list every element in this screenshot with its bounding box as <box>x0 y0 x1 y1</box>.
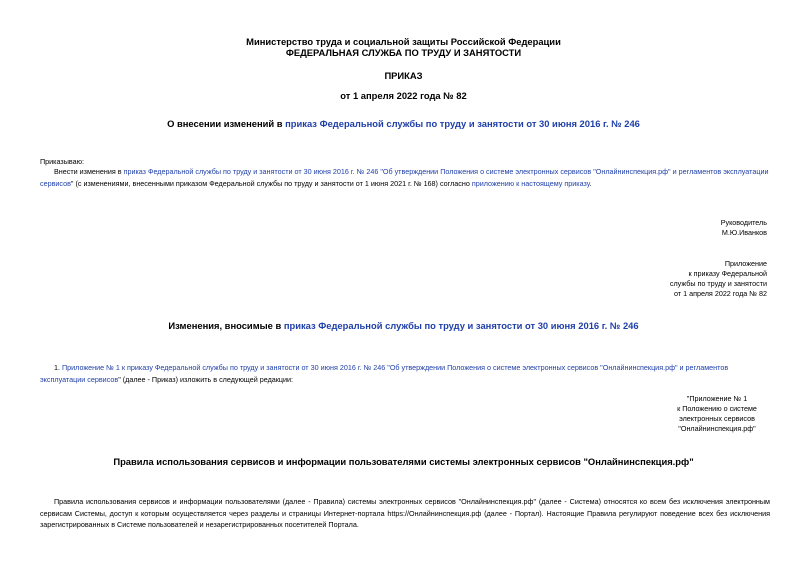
changes-title <box>0 320 807 332</box>
change-1-num: 1. <box>54 363 62 372</box>
appendix-1-note-line: "Приложение № 1 <box>686 394 748 403</box>
appendix-note-line: к приказу Федеральной <box>688 269 767 278</box>
doc-title-prefix: О внесении изменений в <box>167 118 286 129</box>
appendix-note-line: службы по труду и занятости <box>669 279 767 288</box>
signature-block <box>721 218 767 238</box>
rules-paragraph: Правила использования сервисов и информации пользователями (далее - Правила) системы электронных сервисов "Онлайнинспекция.рф" (далее - Система) относятся ко всем без исключения электронным сервисам Системы, доступ к которым осуществляется через разделы и страницы Интернет-портала https://Онлайнинспекция.рф (далее - Портал). Настоящие Правила регулируют поведение всех без исключения зарегистрированных в Системе пользователей и незарегистрированных посетителей Портала. <box>40 497 770 529</box>
appendix-note-line: Приложение <box>724 259 767 268</box>
change-1-rest: " (далее - Приказ) изложить в следующей редакции: <box>118 374 294 384</box>
doc-date-number: от 1 апреля 2022 года № 82 <box>340 90 467 101</box>
changes-title-link[interactable]: приказ Федеральной службы по труду и занятости от 30 июня 2016 г. № 246 <box>283 320 639 331</box>
change-1-link[interactable]: Приложение № 1 к приказу Федеральной службы по труду и занятости от 30 июня 2016 г. № 246 "Об утверждении Положения о системе электронных сервисов "Онлайнинспекция.рф" и регламентов эксплуатации сервисов <box>40 363 729 384</box>
ministry-name: Министерство труда и социальной защиты Российской Федерации <box>246 36 561 47</box>
rules-title: Правила использования сервисов и информации пользователями системы электронных сервисов "Онлайнинспекция.рф" <box>113 456 694 467</box>
appendix-note <box>670 259 767 299</box>
doc-title-link[interactable]: приказ Федеральной службы по труду и занятости от 30 июня 2016 г. № 246 <box>285 118 640 129</box>
order-paragraph <box>40 166 770 189</box>
appendix-1-note-line: "Онлайнинспекция.рф" <box>678 424 756 433</box>
order-p1-pre: Внести изменения в <box>54 167 124 176</box>
appendix-1-note-line: к Положению о системе <box>677 404 757 413</box>
order-p1-end: . <box>589 178 592 188</box>
appendix-note-line: от 1 апреля 2022 года № 82 <box>673 289 767 298</box>
appendix-1-note-line: электронных сервисов <box>679 414 755 423</box>
change-1-paragraph <box>40 362 770 385</box>
order-p1-link[interactable]: приказ Федеральной службы по труду и занятости от 30 июня 2016 г. № 246 "Об утверждении Положения о системе электронных сервисов "Онлайнинспекция.рф" и регламентов эксплуатации сервисов <box>40 167 769 188</box>
order-p1-mid: " (с изменениями, внесенными приказом Федеральной службы по труду и занятости от 1 июня 2021 г. № 168) согласно <box>70 178 472 188</box>
changes-title-prefix: Изменения, вносимые в <box>168 320 284 331</box>
order-p1-link2[interactable]: приложению к настоящему приказу <box>471 178 590 188</box>
signature-position: Руководитель <box>720 218 767 227</box>
doc-type: ПРИКАЗ <box>384 70 423 81</box>
appendix-1-note <box>667 394 767 434</box>
doc-title <box>0 118 807 130</box>
service-name: ФЕДЕРАЛЬНАЯ СЛУЖБА ПО ТРУДУ И ЗАНЯТОСТИ <box>285 47 522 58</box>
signature-name: М.Ю.Иванков <box>721 228 767 237</box>
order-intro: Приказываю: <box>40 157 84 166</box>
